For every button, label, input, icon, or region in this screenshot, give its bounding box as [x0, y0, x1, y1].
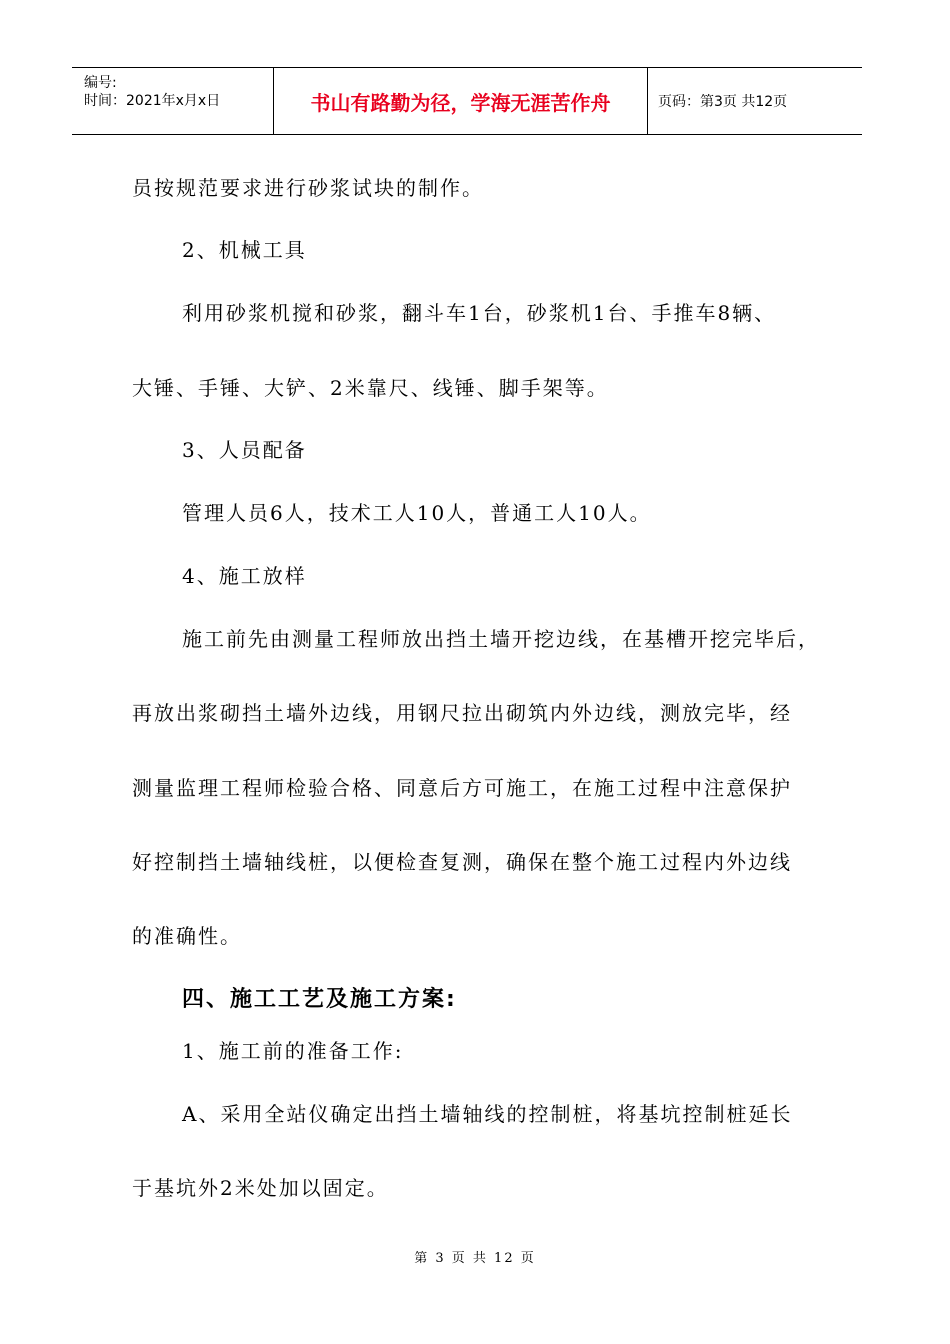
- body-line-10: 测量监理工程师检验合格、同意后方可施工，在施工过程中注意保护: [132, 776, 792, 800]
- section-heading: 四、施工工艺及施工方案:: [182, 987, 457, 1012]
- body-line-15: A、采用全站仪确定出挡土墙轴线的控制桩，将基坑控制桩延长: [182, 1102, 793, 1126]
- body-line-8: 施工前先由测量工程师放出挡土墙开挖边线，在基槽开挖完毕后，: [182, 627, 820, 651]
- subsection-machinery: 2、机械工具: [182, 238, 307, 262]
- subsection-staffing: 3、人员配备: [182, 438, 307, 462]
- header-meta: [72, 68, 274, 134]
- body-line-3: 利用砂浆机搅和砂浆，翻斗车1台，砂浆机1台、手推车8辆、: [182, 301, 777, 325]
- subsection-layout: 4、施工放样: [182, 564, 307, 588]
- body-line-6: 管理人员6人，技术工人10人，普通工人10人。: [182, 501, 652, 525]
- body-line-16: 于基坑外2米处加以固定。: [132, 1176, 389, 1200]
- body-line-9: 再放出浆砌挡土墙外边线，用钢尺拉出砌筑内外边线，测放完毕，经: [132, 701, 792, 725]
- body-line-11: 好控制挡土墙轴线桩，以便检查复测，确保在整个施工过程内外边线: [132, 850, 792, 874]
- body-line-4: 大锤、手锤、大铲、2米靠尺、线锤、脚手架等。: [132, 376, 609, 400]
- body-line-1: 员按规范要求进行砂浆试块的制作。: [132, 176, 484, 200]
- header-page-info: 页码：第3页 共12页: [658, 94, 788, 110]
- header-motto: 书山有路勤为径，学海无涯苦作舟: [274, 68, 648, 134]
- document-number-label: 编号:: [84, 75, 117, 91]
- page-footer: 第 3 页 共 12 页: [414, 1251, 536, 1266]
- body-line-12: 的准确性。: [132, 924, 242, 948]
- subsection-preparation: 1、施工前的准备工作:: [182, 1039, 404, 1063]
- document-time-label: 时间：2021年x月x日: [84, 93, 221, 109]
- page-header: [72, 67, 862, 135]
